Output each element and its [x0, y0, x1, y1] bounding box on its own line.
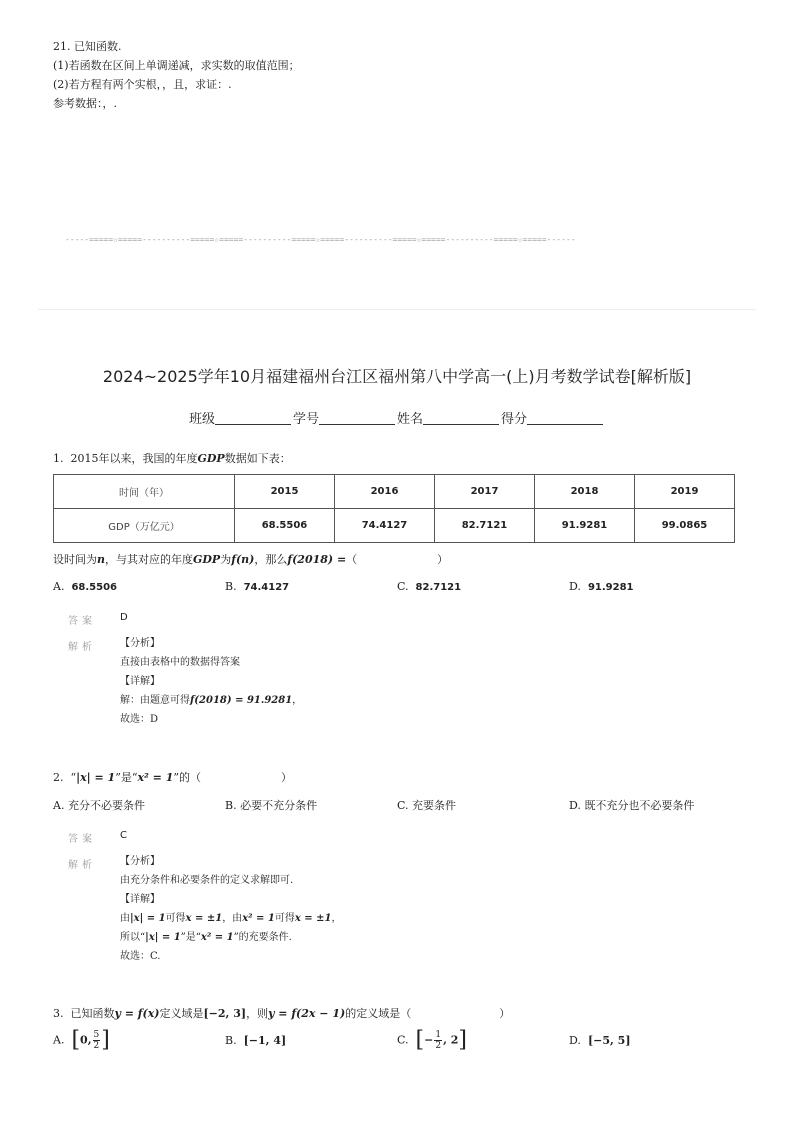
q2-xiangjie-line-2: 所以“|x| = 1”是“x² = 1”的充要条件.	[120, 932, 292, 943]
q1-answer: D	[120, 612, 128, 623]
table-cell: 99.0865	[635, 509, 735, 543]
table-row	[54, 475, 735, 509]
q21-line-3: (2)若方程有两个实根，，且，求证：.	[53, 78, 232, 91]
table-cell: 74.4127	[335, 509, 435, 543]
class-blank[interactable]	[215, 412, 291, 425]
q1-option-d[interactable]: D. 91.9281	[569, 580, 634, 593]
q2-answer: C	[120, 830, 127, 841]
table-cell: 82.7121	[435, 509, 535, 543]
q2-option-a[interactable]: A. 充分不必要条件	[53, 799, 145, 812]
table-header-time: 时间（年）	[54, 475, 235, 509]
table-cell: 2017	[435, 475, 535, 509]
q2-answer-label: 答案	[68, 834, 96, 845]
q2-option-b[interactable]: B. 必要不充分条件	[225, 799, 318, 812]
table-cell: 2016	[335, 475, 435, 509]
q1-option-c[interactable]: C. 82.7121	[397, 580, 462, 593]
q2-fenxi-heading: 【分析】	[120, 856, 160, 867]
q1-question: 设时间为n，与其对应的年度GDP为f(n)，那么f(2018) =（ ）	[53, 553, 449, 566]
table-header-gdp: GDP（万亿元）	[54, 509, 235, 543]
score-label: 得分	[501, 412, 528, 427]
q1-fenxi-text: 直接由表格中的数据得答案	[120, 657, 240, 668]
q1-option-b[interactable]: B. 74.4127	[225, 580, 290, 593]
q3-option-d[interactable]: D. [−5, 5]	[569, 1034, 631, 1047]
student-info-line	[0, 408, 794, 427]
q1-analysis-label: 解析	[68, 642, 96, 653]
q2-xiangjie-line-1: 由|x| = 1可得x = ±1，由x² = 1可得x = ±1，	[120, 913, 342, 924]
q2-stem: 2. “|x| = 1”是“x² = 1”的（ ）	[53, 771, 292, 784]
dashed-divider: -----=====☆=====----------=====☆=====----------=====☆=====----------=====☆=====----------=====☆=====------	[65, 235, 576, 244]
table-cell: 68.5506	[235, 509, 335, 543]
q2-conclusion: 故选：C.	[120, 951, 161, 962]
q3-option-a[interactable]: A. [0, $\frac{5}{2}$ ]	[53, 1027, 110, 1053]
q3-option-c[interactable]: C. [− $\frac{1}{2}$ , 2]	[397, 1027, 467, 1053]
q1-xiangjie-line: 解：由题意可得f(2018) = 91.9281，	[120, 695, 303, 706]
class-label: 班级	[188, 412, 215, 427]
q1-xiangjie-heading: 【详解】	[120, 676, 160, 687]
q1-fenxi-heading: 【分析】	[120, 638, 160, 649]
q1-option-a[interactable]: A. 68.5506	[53, 580, 117, 593]
q1-conclusion: 故选：D	[120, 714, 159, 725]
page-title: 2024~2025学年10月福建福州台江区福州第八中学高一(上)月考数学试卷[解析版]	[102, 367, 692, 386]
gdp-table	[53, 474, 735, 543]
q21-line-4: 参考数据：，.	[53, 97, 117, 110]
table-cell: 2018	[535, 475, 635, 509]
id-blank[interactable]	[319, 412, 395, 425]
table-cell: 2019	[635, 475, 735, 509]
table-row	[54, 509, 735, 543]
q21-line-2: (1)若函数在区间上单调递减，求实数的取值范围；	[53, 59, 300, 72]
q1-stem: 1. 2015年以来，我国的年度GDP数据如下表：	[53, 452, 291, 465]
q2-analysis-label: 解析	[68, 860, 96, 871]
table-cell: 91.9281	[535, 509, 635, 543]
q2-xiangjie-heading: 【详解】	[120, 894, 160, 905]
q3-option-b[interactable]: B. [−1, 4]	[225, 1034, 287, 1047]
name-label: 姓名	[397, 412, 424, 427]
q2-fenxi-text: 由充分条件和必要条件的定义求解即可.	[120, 875, 294, 886]
id-label: 学号	[292, 412, 319, 427]
score-blank[interactable]	[527, 412, 603, 425]
name-blank[interactable]	[423, 412, 499, 425]
q2-option-c[interactable]: C. 充要条件	[397, 799, 457, 812]
page-break-line	[38, 309, 756, 310]
table-cell: 2015	[235, 475, 335, 509]
q2-option-d[interactable]: D. 既不充分也不必要条件	[569, 799, 695, 812]
q21-line-1: 21. 已知函数.	[53, 40, 122, 53]
q1-answer-label: 答案	[68, 616, 96, 627]
q3-stem: 3. 已知函数y = f(x)定义域是[−2, 3]，则y = f(2x − 1)的定义域是（ ）	[53, 1007, 511, 1020]
